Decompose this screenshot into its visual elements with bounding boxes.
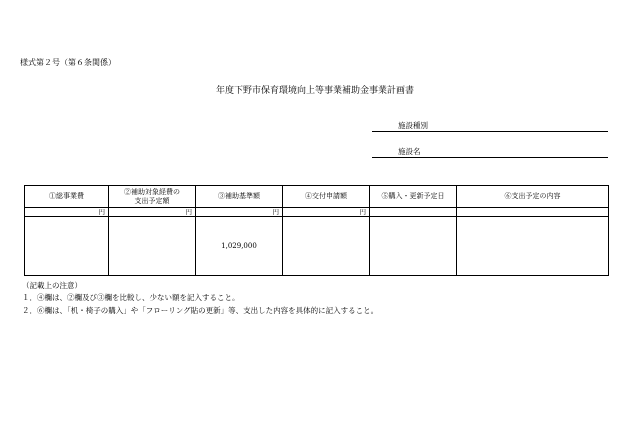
facility-name-label: 施設名 (398, 147, 421, 156)
unit-cell (457, 208, 609, 217)
plan-table (24, 185, 609, 276)
unit-cell: 円 (25, 208, 109, 217)
unit-cell: 円 (283, 208, 370, 217)
subsidy-standard-value: 1,029,000 (196, 217, 283, 276)
header-subsidy-standard: ③補助基準額 (196, 186, 283, 208)
header-application-amount: ④交付申請額 (283, 186, 370, 208)
unit-cell: 円 (196, 208, 283, 217)
facility-type-field[interactable] (372, 120, 608, 132)
header-eligible-expense: ②補助対象経費の支出予定額 (109, 186, 196, 208)
application-amount-value[interactable] (283, 217, 370, 276)
table-value-row (25, 217, 609, 276)
expense-content-value[interactable] (457, 217, 609, 276)
form-number: 様式第２号（第６条関係） (20, 58, 116, 67)
table-unit-row (25, 208, 609, 217)
facility-type-label: 施設種別 (398, 121, 428, 130)
header-total-cost: ①総事業費 (25, 186, 109, 208)
note-item: １．④欄は、②欄及び③欄を比較し、少ない額を記入すること。 (22, 293, 240, 302)
document-title: 年度下野市保育環境向上等事業補助金事業計画書 (215, 86, 414, 96)
unit-cell: 円 (109, 208, 196, 217)
purchase-date-value[interactable] (370, 217, 457, 276)
table-header-row (25, 186, 609, 208)
total-cost-value[interactable] (25, 217, 109, 276)
header-purchase-date: ⑤購入・更新予定日 (370, 186, 457, 208)
notes-heading: （記載上の注意） (22, 281, 82, 290)
eligible-expense-value[interactable] (109, 217, 196, 276)
note-item: ２．⑥欄は、「机・椅子の購入」や「フローリング貼の更新」等、支出した内容を具体的に記入すること。 (22, 306, 379, 315)
unit-cell (370, 208, 457, 217)
facility-name-field[interactable] (372, 146, 608, 158)
header-expense-content: ⑥支出予定の内容 (457, 186, 609, 208)
